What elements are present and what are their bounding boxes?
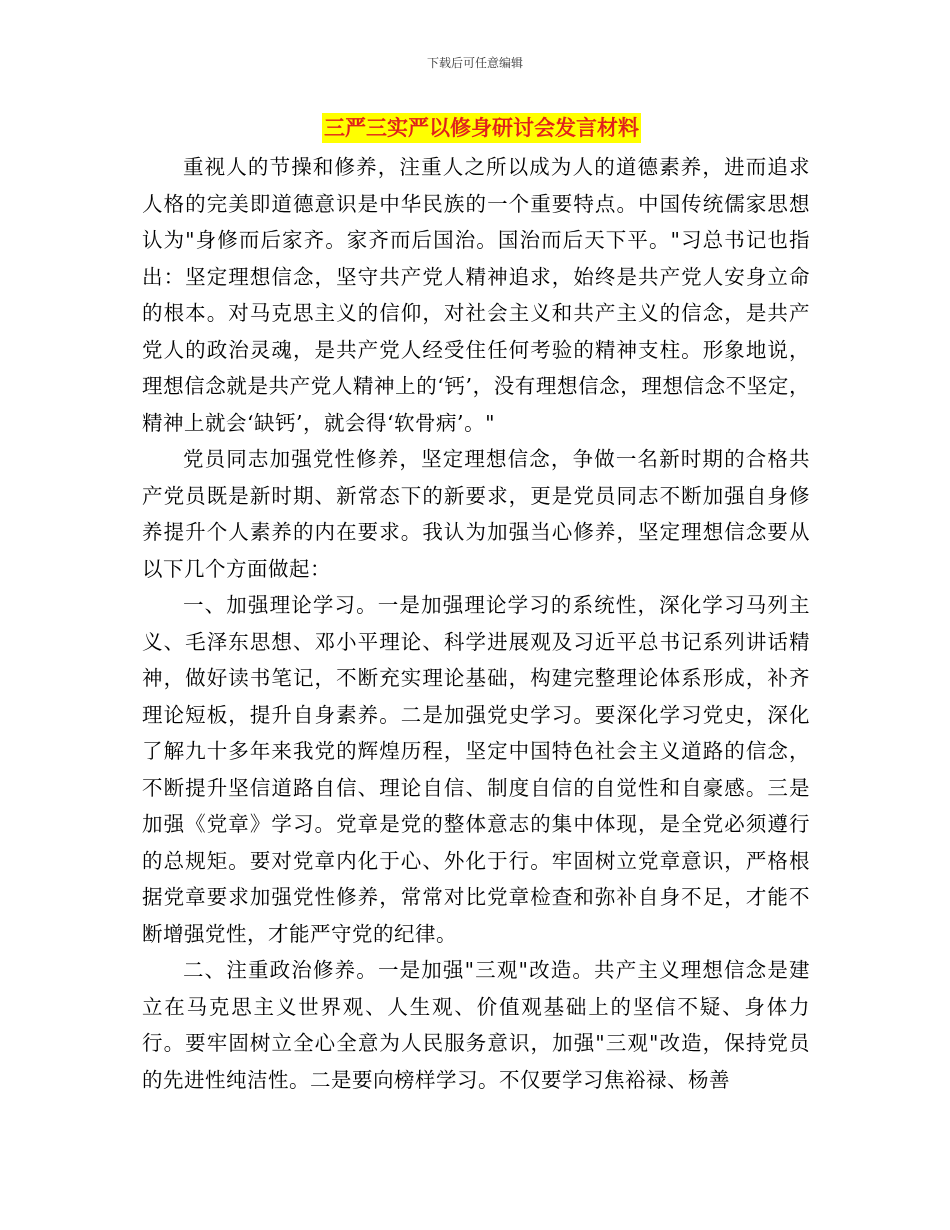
document-body (142, 149, 810, 1098)
document-title: 三严三实严以修身研讨会发言材料 (322, 113, 641, 143)
header-note: 下载后可任意编辑 (426, 56, 523, 70)
paragraph-requirements: 党员同志加强党性修养，坚定理想信念，争做一名新时期的合格共产党员既是新时期、新常态下的新要求，更是党员同志不断加强自身修养提升个人素养的内在要求。我认为加强当心修养，坚定理想信念要从以下几个方面做起： (142, 447, 810, 581)
paragraph-intro: 重视人的节操和修养，注重人之所以成为人的道德素养，进而追求人格的完美即道德意识是中华民族的一个重要特点。中国传统儒家思想认为"身修而后家齐。家齐而后国治。国治而后天下平。"习总书记也指出：坚定理想信念，坚守共产党人精神追求，始终是共产党人安身立命的根本。对马克思主义的信仰，对社会主义和共产主义的信念，是共产党人的政治灵魂，是共产党人经受住任何考验的精神支柱。形象地说，理想信念就是共产党人精神上的‘钙’，没有理想信念，理想信念不坚定，精神上就会‘缺钙’，就会得‘软骨病’。" (142, 155, 810, 435)
paragraph-theory-study: 一、加强理论学习。一是加强理论学习的系统性，深化学习马列主义、毛泽东思想、邓小平理论、科学进展观及习近平总书记系列讲话精神，做好读书笔记，不断充实理论基础，构建完整理论体系形成，补齐理论短板，提升自身素养。二是加强党史学习。要深化学习党史，深化了解九十多年来我党的辉煌历程，坚定中国特色社会主义道路的信念，不断提升坚信道路自信、理论自信、制度自信的自觉性和自豪感。三是加强《党章》学习。党章是党的整体意志的集中体现，是全党必须遵行的总规矩。要对党章内化于心、外化于行。牢固树立党章意识，严格根据党章要求加强党性修养，常常对比党章检查和弥补自身不足，才能不断增强党性，才能严守党的纪律。 (142, 593, 810, 946)
paragraph-political-cultivation: 二、注重政治修养。一是加强"三观"改造。共产主义理想信念是建立在马克思主义世界观、人生观、价值观基础上的坚信不疑、身体力行。要牢固树立全心全意为人民服务意识，加强"三观"改造，保持党员的先进性纯洁性。二是要向榜样学习。不仅要学习焦裕禄、杨善 (142, 958, 810, 1092)
